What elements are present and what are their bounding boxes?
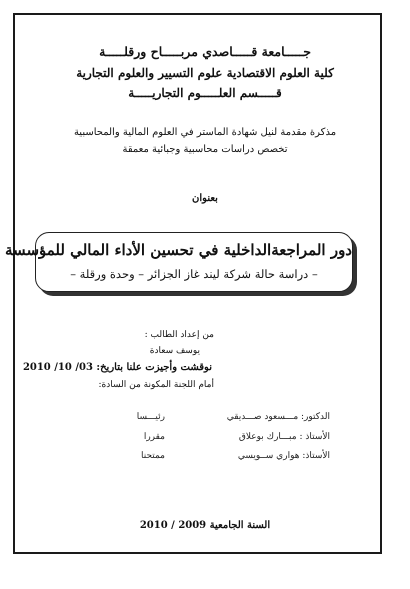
thesis-subtitle: – دراسة حالة شركة ليند غاز الجزائر – وحدة ورقلة – <box>70 267 318 281</box>
committee-member-role: مقررا <box>143 432 165 442</box>
title-label: بعنوان <box>192 193 218 204</box>
committee-member-role: رئيـــسا <box>136 412 165 422</box>
university-name: جـــــامعة قـــــاصدي مربـــــاح ورقلـــــة <box>99 44 311 59</box>
prepared-by-label: من إعداد الطالب : <box>144 330 214 340</box>
department-name: قـــــسم العلـــــوم التجاريـــــة <box>128 86 282 100</box>
defense-date: نوقشت وأجيزت علنا بتاريخ: 03/ 10/ 2010 <box>22 362 212 373</box>
committee-member-title: الأستاذ : مبـــارك بوعلاق <box>238 432 330 442</box>
title-box <box>5 232 353 292</box>
student-name: يوسف سعادة <box>149 346 200 356</box>
academic-year: السنة الجامعية 2009 / 2010 <box>139 520 271 531</box>
memo-purpose: مذكرة مقدمة لنيل شهادة الماستر في العلوم المالية والمحاسبية <box>73 127 337 138</box>
committee-member-role: ممتحنا <box>140 451 165 461</box>
faculty-name: كلية العلوم الاقتصادية علوم التسيير والعلوم التجارية <box>76 66 334 80</box>
committee-label: أمام اللجنة المكونة من السادة: <box>98 380 214 390</box>
thesis-title: دور المراجعةالداخلية في تحسين الأداء المالي للمؤسسة <box>5 241 352 259</box>
committee-member-title: الدكتور: مـــسعود صـــديقي <box>226 412 330 422</box>
committee-member-title: الأستاذ: هواري ســويسي <box>237 451 330 461</box>
memo-specialty: تخصص دراسات محاسبية وجبائية معمقة <box>122 144 288 155</box>
